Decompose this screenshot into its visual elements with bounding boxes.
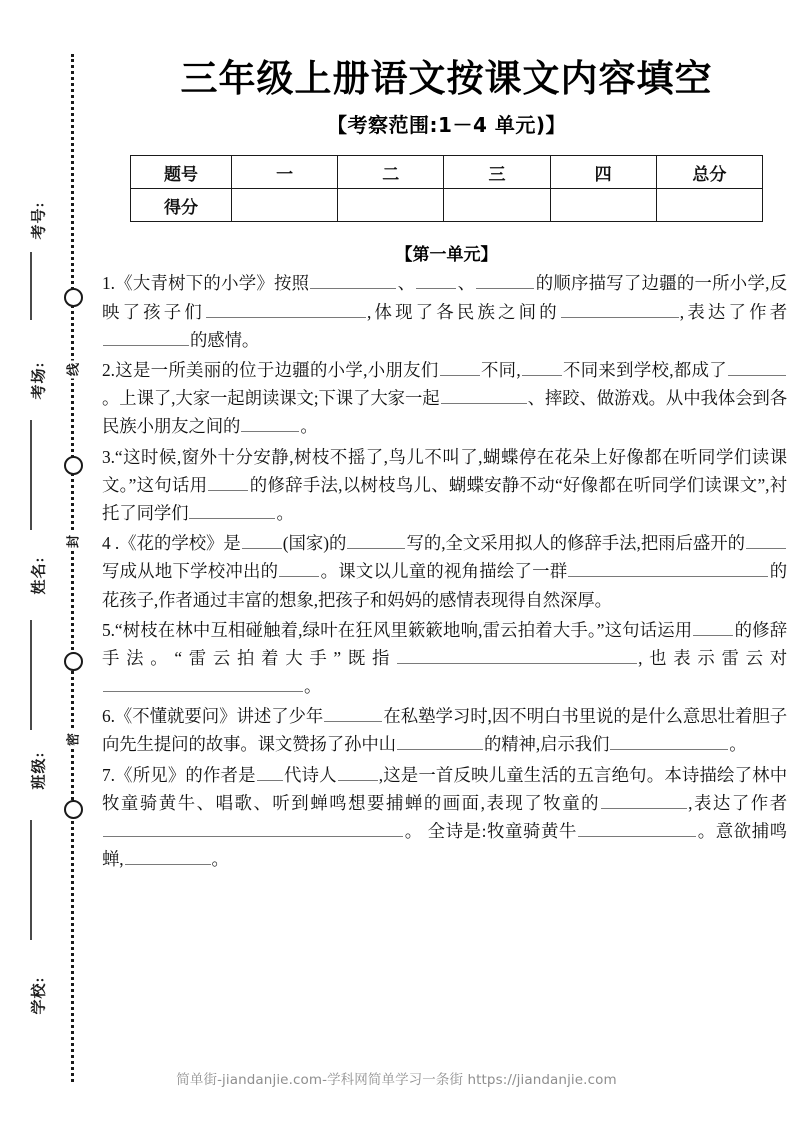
seal-ring-3	[64, 652, 83, 671]
table-header-col-total: 总分	[656, 156, 762, 189]
score-cell-1[interactable]	[232, 189, 338, 222]
table-header-col-1: 一	[232, 156, 338, 189]
seal-char-line: 线	[61, 361, 84, 379]
answer-blank[interactable]	[476, 270, 534, 289]
question-2-number: 2.	[102, 360, 115, 380]
seal-ring-1	[64, 288, 83, 307]
seal-ring-4	[64, 800, 83, 819]
question-1-text-4: ,体现了各民族之间的	[366, 301, 560, 322]
question-3-text-0: “这时候,窗外十分安静,树枝不摇了,鸟儿不叫了,蝴蝶停在花朵上好像都在听同学们读课文。”这句话用	[102, 446, 787, 495]
question-1	[102, 269, 787, 354]
page-title: 三年级上册语文按课文内容填空	[180, 57, 713, 100]
seal-rule-2	[30, 420, 32, 530]
question-3	[102, 443, 787, 528]
question-7-number: 7.	[102, 764, 115, 785]
question-3-text-1: 的修辞手法,以树枝鸟儿、蝴蝶安静不动“好像都在听同学们读课文”,衬托了同学们	[102, 474, 787, 523]
question-4-text-1: (国家)的	[282, 533, 347, 554]
seal-rule-4	[30, 820, 32, 940]
question-5-text-2: ,也表示雷云对	[638, 647, 788, 668]
answer-blank[interactable]	[241, 413, 299, 432]
answer-blank[interactable]	[310, 270, 396, 289]
seal-ring-2	[64, 456, 83, 475]
question-2-text-1: 不同,	[480, 360, 521, 380]
answer-blank[interactable]	[522, 357, 562, 376]
question-4-text-4: 。课文以儿童的视角描绘了一群	[320, 561, 568, 582]
question-4-text-3: 写成从地下学校冲出的	[102, 561, 279, 582]
page-subtitle: 【考察范围:1－4 单元)】	[327, 113, 566, 138]
question-7-text-1: 代诗人	[283, 764, 337, 785]
answer-blank[interactable]	[103, 818, 403, 837]
question-7-text-0: 《所见》的作者是	[114, 764, 256, 785]
question-7	[102, 761, 787, 874]
worksheet-sheet	[100, 0, 793, 1122]
question-2-text-4: 、摔跤、做游戏。从中我体会到各民族小朋友之间的	[102, 388, 787, 437]
seal-char-feng: 封	[61, 533, 84, 551]
question-1-text-6: 的感情。	[190, 329, 260, 350]
answer-blank[interactable]	[561, 298, 679, 317]
question-7-text-3: ,表达了作者	[688, 792, 787, 813]
answer-blank[interactable]	[693, 616, 733, 635]
question-6-text-0: 《不懂就要问》讲述了少年	[114, 706, 324, 727]
answer-blank[interactable]	[416, 270, 456, 289]
question-5-number: 5.	[102, 619, 115, 640]
table-header-col-4: 四	[550, 156, 656, 189]
question-6	[102, 702, 787, 758]
answer-blank[interactable]	[746, 530, 786, 549]
question-7-text-5: 。意欲捕鸣蝉,	[102, 821, 787, 870]
question-7-text-4: 。 全诗是:牧童骑黄牛	[404, 821, 578, 841]
question-4-text-2: 写的,全文采用拟人的修辞手法,把雨后盛开的	[406, 533, 745, 554]
question-4-text-5: 的花孩子,作者通过丰富的想象,把孩子和妈妈的感情表现得自然深厚。	[102, 561, 787, 610]
question-7-text-6: 。	[211, 849, 229, 870]
answer-blank[interactable]	[610, 731, 728, 750]
seal-label-student-name: 姓名:	[31, 556, 48, 595]
answer-blank[interactable]	[338, 761, 378, 780]
seal-label-exam-number: 考号:	[31, 201, 48, 240]
seal-char-mi: 密	[61, 731, 84, 749]
question-1-text-5: ,表达了作者	[679, 301, 787, 322]
seal-label-class: 班级:	[31, 751, 48, 790]
table-header-question-number: 题号	[131, 156, 232, 189]
seal-strip	[0, 0, 100, 1122]
answer-blank[interactable]	[279, 558, 319, 577]
answer-blank[interactable]	[397, 731, 483, 750]
table-header-col-3: 三	[444, 156, 550, 189]
answer-blank[interactable]	[324, 703, 382, 722]
question-6-number: 6.	[102, 706, 115, 727]
answer-blank[interactable]	[578, 818, 696, 837]
question-2-text-2: 不同来到学校,都成了	[562, 360, 727, 380]
question-5-text-1: 的修辞手法。“雷云拍着大手”既指	[102, 619, 787, 668]
question-6-text-1: 在私塾学习时,因不明白书里说的是什么意思壮着胆子向先生提问的故事。课文赞扬了孙中山	[102, 706, 787, 755]
question-4-text-0: 《花的学校》是	[119, 533, 241, 554]
seal-rule-3	[30, 620, 32, 730]
answer-blank[interactable]	[103, 673, 303, 692]
score-cell-2[interactable]	[338, 189, 444, 222]
score-cell-4[interactable]	[550, 189, 656, 222]
score-cell-3[interactable]	[444, 189, 550, 222]
answer-blank[interactable]	[568, 558, 768, 577]
table-header-col-2: 二	[338, 156, 444, 189]
table-header-score: 得分	[131, 189, 232, 222]
answer-blank[interactable]	[206, 298, 366, 317]
answer-blank[interactable]	[397, 645, 637, 664]
question-2	[102, 356, 787, 441]
question-1-text-3: 的顺序描写了边疆的一所小学,反映了孩子们	[102, 273, 787, 322]
footer-watermark: 简单街-jiandanjie.com-学科网简单学习一条街 https://jiandanjie.com	[176, 1072, 617, 1088]
answer-blank[interactable]	[103, 327, 189, 346]
answer-blank[interactable]	[601, 790, 687, 809]
question-1-text-1: 、	[397, 273, 416, 294]
table-row	[131, 189, 763, 222]
score-table	[130, 155, 763, 222]
question-6-text-2: 的精神,启示我们	[483, 734, 610, 755]
answer-blank[interactable]	[189, 500, 275, 519]
answer-blank[interactable]	[125, 846, 211, 865]
question-5-text-0: “树枝在林中互相碰触着,绿叶在狂风里簌簌地响,雷云拍着大手。”这句话运用	[114, 619, 693, 640]
answer-blank[interactable]	[440, 357, 480, 376]
question-4-number: 4 .	[102, 533, 120, 554]
unit-heading: 【第一单元】	[395, 245, 498, 265]
answer-blank[interactable]	[257, 761, 283, 780]
question-7-text-2: ,这是一首反映儿童生活的五言绝句。本诗描绘了林中牧童骑黄牛、唱歌、听到蝉鸣想要捕蝉的画面,表现了牧童的	[102, 764, 788, 813]
answer-blank[interactable]	[242, 530, 282, 549]
seal-dotted-line	[71, 54, 74, 1082]
seal-strip-labels	[16, 0, 60, 1122]
question-2-text-0: 这是一所美丽的位于边疆的小学,小朋友们	[114, 360, 439, 380]
question-list	[100, 269, 793, 873]
seal-label-school: 学校:	[31, 976, 48, 1015]
question-3-number: 3.	[102, 446, 115, 467]
answer-blank[interactable]	[441, 385, 527, 404]
question-5	[102, 616, 787, 701]
score-cell-total[interactable]	[656, 189, 762, 222]
answer-blank[interactable]	[347, 530, 405, 549]
question-4	[102, 529, 787, 614]
question-5-text-3: 。	[304, 676, 322, 697]
seal-rule-1	[30, 252, 32, 320]
answer-blank[interactable]	[208, 471, 248, 490]
question-2-text-5: 。	[300, 416, 318, 437]
question-1-text-0: 《大青树下的小学》按照	[114, 273, 310, 294]
question-6-text-3: 。	[729, 734, 747, 755]
question-3-text-2: 。	[276, 502, 294, 523]
question-1-text-2: 、	[457, 273, 476, 294]
answer-blank[interactable]	[728, 357, 786, 376]
table-row	[131, 156, 763, 189]
question-2-text-3: 。上课了,大家一起朗读课文;下课了大家一起	[102, 388, 440, 409]
seal-label-exam-room: 考场:	[31, 361, 48, 400]
question-1-number: 1.	[102, 273, 115, 294]
